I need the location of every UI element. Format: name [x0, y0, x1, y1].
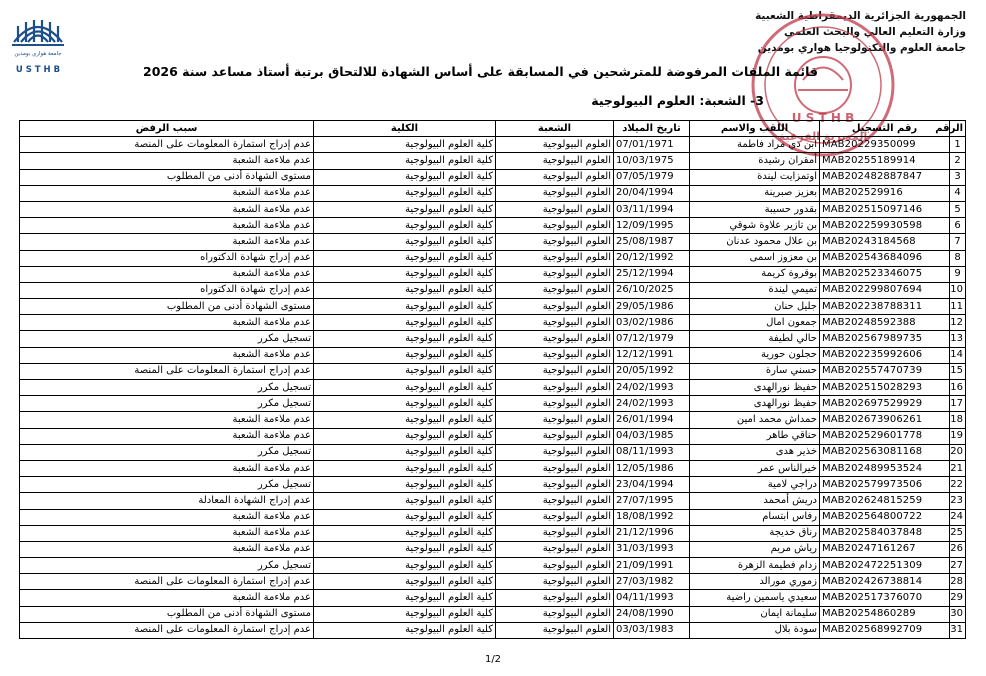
cell-registration: MAB20248592388 — [820, 315, 950, 331]
cell-rejection-reason: عدم ملاءمة الشعبة — [20, 315, 314, 331]
cell-number: 12 — [950, 315, 966, 331]
cell-number: 1 — [950, 137, 966, 153]
cell-specialty: العلوم البيولوجية — [496, 185, 614, 201]
cell-birthdate: 12/12/1991 — [614, 347, 690, 363]
cell-name: حفيظ نورالهدى — [690, 396, 820, 412]
cell-birthdate: 25/08/1987 — [614, 234, 690, 250]
cell-rejection-reason: عدم ملاءمة الشعبة — [20, 541, 314, 557]
cell-number: 8 — [950, 250, 966, 266]
cell-registration: MAB202564800722 — [820, 509, 950, 525]
cell-specialty: العلوم البيولوجية — [496, 622, 614, 638]
cell-rejection-reason: تسجيل مكرر — [20, 380, 314, 396]
cell-faculty: كلية العلوم البيولوجية — [314, 250, 496, 266]
cell-registration: MAB202235992606 — [820, 347, 950, 363]
table-row — [20, 558, 966, 574]
cell-name: دريش أمحمد — [690, 493, 820, 509]
cell-number: 28 — [950, 574, 966, 590]
cell-name: سليمانة ايمان — [690, 606, 820, 622]
header-line-1: الجمهورية الجزائرية الديمقراطية الشعبية — [755, 10, 966, 22]
cell-specialty: العلوم البيولوجية — [496, 363, 614, 379]
cell-faculty: كلية العلوم البيولوجية — [314, 428, 496, 444]
cell-name: رياش مريم — [690, 541, 820, 557]
cell-specialty: العلوم البيولوجية — [496, 509, 614, 525]
header-line-3: جامعة العلوم والتكنولوجيا هواري بومدين — [757, 42, 966, 54]
cell-number: 30 — [950, 606, 966, 622]
header-name: اللقب والاسم — [690, 121, 820, 137]
cell-faculty: كلية العلوم البيولوجية — [314, 493, 496, 509]
cell-birthdate: 03/03/1983 — [614, 622, 690, 638]
cell-number: 3 — [950, 169, 966, 185]
table-row — [20, 234, 966, 250]
table-row — [20, 460, 966, 476]
cell-birthdate: 21/12/1996 — [614, 525, 690, 541]
cell-faculty: كلية العلوم البيولوجية — [314, 282, 496, 298]
cell-faculty: كلية العلوم البيولوجية — [314, 477, 496, 493]
cell-registration: MAB202515028293 — [820, 380, 950, 396]
cell-birthdate: 07/01/1971 — [614, 137, 690, 153]
table-row — [20, 541, 966, 557]
cell-number: 26 — [950, 541, 966, 557]
cell-name: حناقي طاهر — [690, 428, 820, 444]
table-row — [20, 331, 966, 347]
cell-faculty: كلية العلوم البيولوجية — [314, 412, 496, 428]
cell-name: زدام فطيمة الزهرة — [690, 558, 820, 574]
cell-number: 29 — [950, 590, 966, 606]
cell-name: بن معزوز اسمى — [690, 250, 820, 266]
cell-rejection-reason: تسجيل مكرر — [20, 477, 314, 493]
cell-number: 22 — [950, 477, 966, 493]
cell-specialty: العلوم البيولوجية — [496, 218, 614, 234]
cell-name: ابن دي مراد فاطمة — [690, 137, 820, 153]
cell-faculty: كلية العلوم البيولوجية — [314, 363, 496, 379]
cell-birthdate: 12/09/1995 — [614, 218, 690, 234]
cell-number: 6 — [950, 218, 966, 234]
cell-name: رفاس ابتسام — [690, 509, 820, 525]
cell-specialty: العلوم البيولوجية — [496, 282, 614, 298]
cell-number: 2 — [950, 153, 966, 169]
cell-faculty: كلية العلوم البيولوجية — [314, 201, 496, 217]
table-row — [20, 266, 966, 282]
table-row — [20, 137, 966, 153]
cell-faculty: كلية العلوم البيولوجية — [314, 396, 496, 412]
cell-rejection-reason: عدم ملاءمة الشعبة — [20, 428, 314, 444]
cell-birthdate: 27/03/1982 — [614, 574, 690, 590]
cell-specialty: العلوم البيولوجية — [496, 234, 614, 250]
cell-specialty: العلوم البيولوجية — [496, 460, 614, 476]
cell-birthdate: 07/05/1979 — [614, 169, 690, 185]
cell-birthdate: 20/12/1992 — [614, 250, 690, 266]
table-row — [20, 282, 966, 298]
table-row — [20, 363, 966, 379]
cell-faculty: كلية العلوم البيولوجية — [314, 137, 496, 153]
cell-rejection-reason: مستوى الشهادة أدنى من المطلوب — [20, 299, 314, 315]
cell-name: حمداش محمد امين — [690, 412, 820, 428]
cell-specialty: العلوم البيولوجية — [496, 428, 614, 444]
cell-registration: MAB202529916 — [820, 185, 950, 201]
cell-specialty: العلوم البيولوجية — [496, 153, 614, 169]
cell-registration: MAB202517376070 — [820, 590, 950, 606]
cell-rejection-reason: عدم إدراج شهادة الدكتوراه — [20, 250, 314, 266]
table-row — [20, 380, 966, 396]
cell-birthdate: 25/12/1994 — [614, 266, 690, 282]
cell-rejection-reason: عدم ملاءمة الشعبة — [20, 218, 314, 234]
cell-rejection-reason: مستوى الشهادة أدنى من المطلوب — [20, 606, 314, 622]
cell-registration: MAB202673906261 — [820, 412, 950, 428]
cell-rejection-reason: تسجيل مكرر — [20, 396, 314, 412]
table-row — [20, 428, 966, 444]
cell-birthdate: 21/09/1991 — [614, 558, 690, 574]
header-number: الرقم — [950, 121, 966, 137]
cell-birthdate: 04/03/1985 — [614, 428, 690, 444]
cell-birthdate: 08/11/1993 — [614, 444, 690, 460]
cell-name: بقدور حسيبة — [690, 201, 820, 217]
cell-registration: MAB20229350099 — [820, 137, 950, 153]
cell-name: حفيظ نورالهدى — [690, 380, 820, 396]
cell-faculty: كلية العلوم البيولوجية — [314, 218, 496, 234]
cell-number: 15 — [950, 363, 966, 379]
cell-number: 24 — [950, 509, 966, 525]
cell-name: خذير هدى — [690, 444, 820, 460]
cell-registration: MAB20255189914 — [820, 153, 950, 169]
cell-birthdate: 24/02/1993 — [614, 396, 690, 412]
cell-birthdate: 23/04/1994 — [614, 477, 690, 493]
cell-specialty: العلوم البيولوجية — [496, 315, 614, 331]
cell-faculty: كلية العلوم البيولوجية — [314, 234, 496, 250]
cell-specialty: العلوم البيولوجية — [496, 525, 614, 541]
cell-birthdate: 07/12/1979 — [614, 331, 690, 347]
header-registration: رقم التسجيل — [820, 121, 950, 137]
table-row — [20, 525, 966, 541]
cell-name: أمقران رشيدة — [690, 153, 820, 169]
cell-faculty: كلية العلوم البيولوجية — [314, 380, 496, 396]
cell-faculty: كلية العلوم البيولوجية — [314, 347, 496, 363]
cell-faculty: كلية العلوم البيولوجية — [314, 169, 496, 185]
cell-specialty: العلوم البيولوجية — [496, 574, 614, 590]
header-line-2: وزارة التعليم العالي والبحث العلمي — [783, 26, 966, 38]
cell-registration: MAB202543684096 — [820, 250, 950, 266]
cell-number: 5 — [950, 201, 966, 217]
cell-specialty: العلوم البيولوجية — [496, 169, 614, 185]
cell-birthdate: 18/08/1992 — [614, 509, 690, 525]
specialty-subtitle: 3- الشعبة: العلوم البيولوجية — [591, 93, 764, 108]
table-row — [20, 299, 966, 315]
cell-number: 13 — [950, 331, 966, 347]
cell-number: 16 — [950, 380, 966, 396]
cell-registration: MAB20243184568 — [820, 234, 950, 250]
table-row — [20, 574, 966, 590]
cell-rejection-reason: عدم إدراج الشهادة المعادلة — [20, 493, 314, 509]
cell-name: اوتمزايت ليندة — [690, 169, 820, 185]
cell-name: بوقروة كريمة — [690, 266, 820, 282]
cell-name: بن علال محمود عدنان — [690, 234, 820, 250]
table-header-row — [20, 121, 966, 137]
cell-registration: MAB202299807694 — [820, 282, 950, 298]
cell-birthdate: 20/04/1994 — [614, 185, 690, 201]
cell-birthdate: 20/05/1992 — [614, 363, 690, 379]
cell-faculty: كلية العلوم البيولوجية — [314, 606, 496, 622]
cell-faculty: كلية العلوم البيولوجية — [314, 444, 496, 460]
cell-faculty: كلية العلوم البيولوجية — [314, 558, 496, 574]
table-row — [20, 185, 966, 201]
cell-faculty: كلية العلوم البيولوجية — [314, 460, 496, 476]
cell-registration: MAB202489953524 — [820, 460, 950, 476]
cell-number: 31 — [950, 622, 966, 638]
cell-specialty: العلوم البيولوجية — [496, 380, 614, 396]
header-faculty: الكلية — [314, 121, 496, 137]
cell-faculty: كلية العلوم البيولوجية — [314, 266, 496, 282]
cell-rejection-reason: عدم ملاءمة الشعبة — [20, 201, 314, 217]
cell-faculty: كلية العلوم البيولوجية — [314, 185, 496, 201]
cell-birthdate: 27/07/1995 — [614, 493, 690, 509]
cell-specialty: العلوم البيولوجية — [496, 606, 614, 622]
cell-registration: MAB202523346075 — [820, 266, 950, 282]
cell-name: جليل حنان — [690, 299, 820, 315]
cell-rejection-reason: عدم إدراج استمارة المعلومات على المنصة — [20, 622, 314, 638]
cell-rejection-reason: عدم ملاءمة الشعبة — [20, 590, 314, 606]
cell-faculty: كلية العلوم البيولوجية — [314, 622, 496, 638]
cell-birthdate: 31/03/1993 — [614, 541, 690, 557]
table-row — [20, 218, 966, 234]
university-logo — [10, 12, 66, 74]
cell-specialty: العلوم البيولوجية — [496, 493, 614, 509]
cell-faculty: كلية العلوم البيولوجية — [314, 331, 496, 347]
table-row — [20, 477, 966, 493]
cell-specialty: العلوم البيولوجية — [496, 444, 614, 460]
cell-specialty: العلوم البيولوجية — [496, 541, 614, 557]
table-row — [20, 444, 966, 460]
svg-text:U S T H B: U S T H B — [791, 111, 855, 125]
cell-name: زموري مورالد — [690, 574, 820, 590]
rejected-files-table — [19, 120, 966, 639]
cell-birthdate: 26/10/2025 — [614, 282, 690, 298]
cell-rejection-reason: عدم ملاءمة الشعبة — [20, 266, 314, 282]
cell-registration: MAB202563081168 — [820, 444, 950, 460]
table-row — [20, 315, 966, 331]
cell-number: 10 — [950, 282, 966, 298]
table-body — [20, 137, 966, 639]
cell-specialty: العلوم البيولوجية — [496, 331, 614, 347]
cell-birthdate: 24/08/1990 — [614, 606, 690, 622]
cell-name: حالي لطيفة — [690, 331, 820, 347]
cell-specialty: العلوم البيولوجية — [496, 266, 614, 282]
cell-number: 9 — [950, 266, 966, 282]
table-row — [20, 509, 966, 525]
cell-name: حجلون حورية — [690, 347, 820, 363]
cell-registration: MAB20247161267 — [820, 541, 950, 557]
cell-birthdate: 03/11/1994 — [614, 201, 690, 217]
cell-rejection-reason: تسجيل مكرر — [20, 558, 314, 574]
cell-registration: MAB202472251309 — [820, 558, 950, 574]
cell-birthdate: 03/02/1986 — [614, 315, 690, 331]
cell-number: 4 — [950, 185, 966, 201]
cell-registration: MAB202567989735 — [820, 331, 950, 347]
cell-registration: MAB202529601778 — [820, 428, 950, 444]
cell-number: 20 — [950, 444, 966, 460]
cell-name: سعيدي ياسمين راضية — [690, 590, 820, 606]
cell-specialty: العلوم البيولوجية — [496, 412, 614, 428]
cell-registration: MAB20254860289 — [820, 606, 950, 622]
cell-name: جمعون امال — [690, 315, 820, 331]
cell-number: 25 — [950, 525, 966, 541]
cell-rejection-reason: عدم ملاءمة الشعبة — [20, 185, 314, 201]
cell-specialty: العلوم البيولوجية — [496, 201, 614, 217]
cell-number: 7 — [950, 234, 966, 250]
table-row — [20, 169, 966, 185]
table-row — [20, 493, 966, 509]
header-birthdate: تاريخ الميلاد — [614, 121, 690, 137]
page-number: 1/2 — [484, 654, 502, 665]
cell-birthdate: 24/02/1993 — [614, 380, 690, 396]
cell-name: سودة بلال — [690, 622, 820, 638]
cell-specialty: العلوم البيولوجية — [496, 299, 614, 315]
cell-birthdate: 12/05/1986 — [614, 460, 690, 476]
cell-registration: MAB202624815259 — [820, 493, 950, 509]
table-row — [20, 590, 966, 606]
cell-number: 11 — [950, 299, 966, 315]
cell-name: تميمي ليندة — [690, 282, 820, 298]
document-title: قائمة الملفات المرفوضة للمترشحين في المسابقة على أساس الشهادة للالتحاق برتبة أستاذ مساعد سنة 2026 — [143, 64, 818, 79]
cell-faculty: كلية العلوم البيولوجية — [314, 509, 496, 525]
cell-rejection-reason: عدم ملاءمة الشعبة — [20, 234, 314, 250]
cell-number: 14 — [950, 347, 966, 363]
cell-birthdate: 26/01/1994 — [614, 412, 690, 428]
cell-registration: MAB202426738814 — [820, 574, 950, 590]
cell-faculty: كلية العلوم البيولوجية — [314, 574, 496, 590]
cell-registration: MAB202557470739 — [820, 363, 950, 379]
cell-registration: MAB202579973506 — [820, 477, 950, 493]
cell-rejection-reason: عدم إدراج استمارة المعلومات على المنصة — [20, 363, 314, 379]
cell-rejection-reason: عدم ملاءمة الشعبة — [20, 460, 314, 476]
cell-specialty: العلوم البيولوجية — [496, 558, 614, 574]
cell-rejection-reason: تسجيل مكرر — [20, 331, 314, 347]
cell-faculty: كلية العلوم البيولوجية — [314, 541, 496, 557]
cell-rejection-reason: عدم ملاءمة الشعبة — [20, 525, 314, 541]
cell-name: رناق خديجة — [690, 525, 820, 541]
cell-rejection-reason: عدم ملاءمة الشعبة — [20, 347, 314, 363]
cell-registration: MAB202568992709 — [820, 622, 950, 638]
cell-birthdate: 10/03/1975 — [614, 153, 690, 169]
cell-number: 27 — [950, 558, 966, 574]
table-row — [20, 153, 966, 169]
cell-specialty: العلوم البيولوجية — [496, 250, 614, 266]
cell-name: بعزيز صبرينة — [690, 185, 820, 201]
cell-rejection-reason: عدم ملاءمة الشعبة — [20, 153, 314, 169]
cell-specialty: العلوم البيولوجية — [496, 396, 614, 412]
cell-specialty: العلوم البيولوجية — [496, 590, 614, 606]
svg-text:المديرية الفرعية: المديرية الفرعية — [778, 130, 868, 143]
table-row — [20, 347, 966, 363]
table-row — [20, 201, 966, 217]
table-row — [20, 606, 966, 622]
cell-registration: MAB202238788311 — [820, 299, 950, 315]
table-row — [20, 412, 966, 428]
cell-number: 19 — [950, 428, 966, 444]
cell-registration: MAB202515097146 — [820, 201, 950, 217]
cell-faculty: كلية العلوم البيولوجية — [314, 525, 496, 541]
cell-number: 21 — [950, 460, 966, 476]
cell-registration: MAB202584037848 — [820, 525, 950, 541]
cell-name: بن تازير علاوة شوقي — [690, 218, 820, 234]
cell-rejection-reason: تسجيل مكرر — [20, 444, 314, 460]
cell-rejection-reason: عدم إدراج استمارة المعلومات على المنصة — [20, 137, 314, 153]
cell-faculty: كلية العلوم البيولوجية — [314, 153, 496, 169]
cell-rejection-reason: عدم إدراج استمارة المعلومات على المنصة — [20, 574, 314, 590]
svg-text:جامعة هواري بومدين: جامعة هواري بومدين — [14, 51, 62, 57]
cell-registration: MAB202259930598 — [820, 218, 950, 234]
header-specialty: الشعبة — [496, 121, 614, 137]
table-row — [20, 250, 966, 266]
cell-registration: MAB202697529929 — [820, 396, 950, 412]
svg-text:U S T H B: U S T H B — [15, 65, 61, 75]
cell-faculty: كلية العلوم البيولوجية — [314, 299, 496, 315]
cell-specialty: العلوم البيولوجية — [496, 477, 614, 493]
table-row — [20, 622, 966, 638]
cell-number: 23 — [950, 493, 966, 509]
cell-birthdate: 04/11/1993 — [614, 590, 690, 606]
cell-rejection-reason: عدم ملاءمة الشعبة — [20, 412, 314, 428]
cell-rejection-reason: مستوى الشهادة أدنى من المطلوب — [20, 169, 314, 185]
cell-birthdate: 29/05/1986 — [614, 299, 690, 315]
table-row — [20, 396, 966, 412]
cell-number: 18 — [950, 412, 966, 428]
cell-rejection-reason: عدم ملاءمة الشعبة — [20, 509, 314, 525]
cell-specialty: العلوم البيولوجية — [496, 137, 614, 153]
cell-name: حسني سارة — [690, 363, 820, 379]
cell-specialty: العلوم البيولوجية — [496, 347, 614, 363]
cell-number: 17 — [950, 396, 966, 412]
cell-registration: MAB202482887847 — [820, 169, 950, 185]
cell-faculty: كلية العلوم البيولوجية — [314, 315, 496, 331]
cell-rejection-reason: عدم إدراج شهادة الدكتوراه — [20, 282, 314, 298]
cell-faculty: كلية العلوم البيولوجية — [314, 590, 496, 606]
cell-name: خيرالناس عمر — [690, 460, 820, 476]
cell-name: دراجي لامية — [690, 477, 820, 493]
header-rejection-reason: سبب الرفض — [20, 121, 314, 137]
